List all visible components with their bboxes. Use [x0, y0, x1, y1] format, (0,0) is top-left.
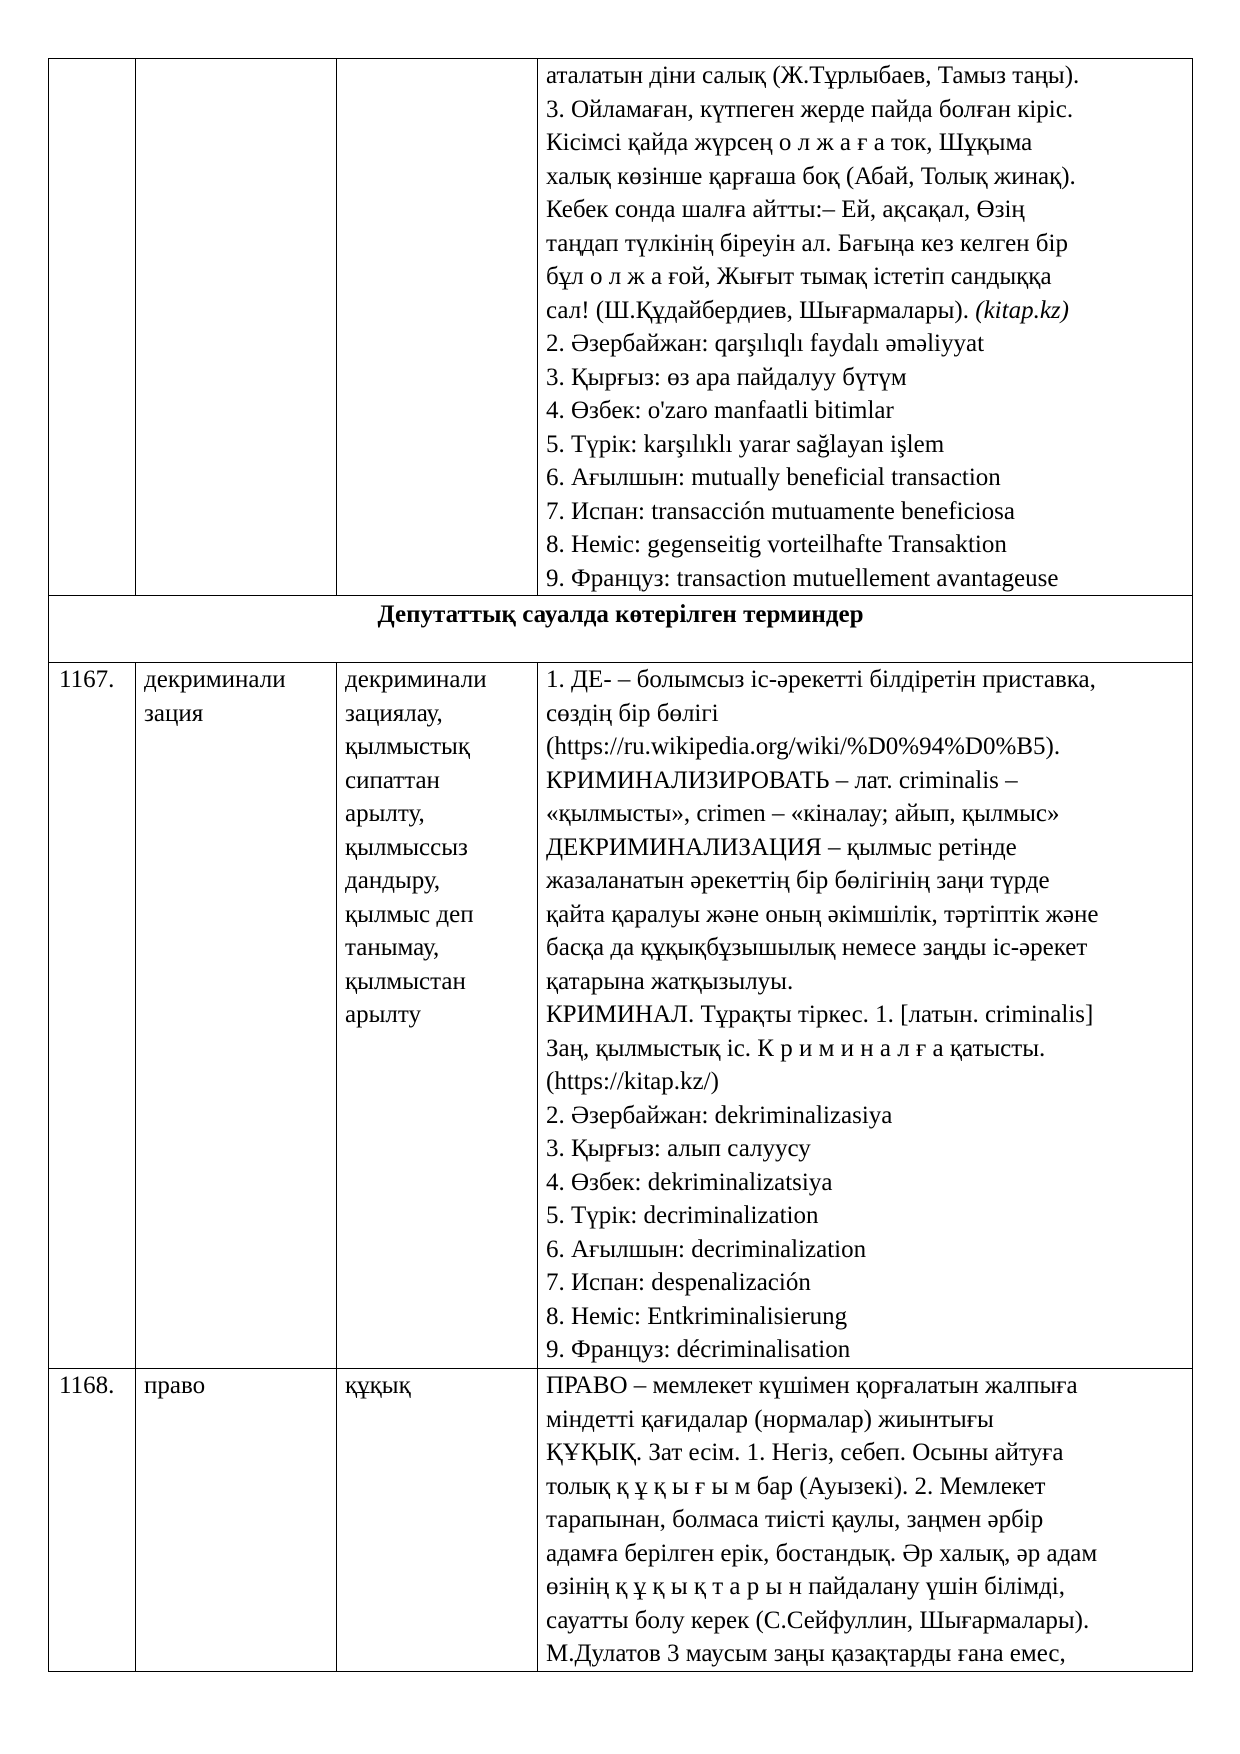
spaced-term: К р и м и н а л ғ а [757, 1034, 944, 1062]
definition-line: КРИМИНАЛ. Тұрақты тіркес. 1. [латын. criminalis] [546, 1001, 1094, 1028]
translation-line: 3. Қырғыз: өз ара пайдалуу бүтүм [546, 363, 907, 391]
kazakh-term-cell [337, 663, 538, 1369]
definition-line: өзінің қ ұ қ ы қ т а р ы н пайдалану үшін білімді, [546, 1573, 1065, 1600]
kazakh-term-line: декриминали [345, 666, 487, 693]
kazakh-term-line: арылту, [345, 800, 425, 827]
translation-line: 6. Ағылшын: mutually beneficial transaction [546, 464, 1001, 491]
translation-line: 6. Ағылшын: decriminalization [546, 1235, 867, 1263]
definition-cell [538, 1369, 1193, 1672]
definition-line: қатарына жатқызылуы. [546, 967, 794, 995]
kazakh-term-line: дандыру, [345, 867, 441, 894]
translation-line: 8. Неміс: Entkriminalisierung [546, 1302, 848, 1330]
russian-term-cell [136, 663, 337, 1369]
definition-line [546, 294, 1184, 328]
kazakh-term-line: арылту [345, 1001, 421, 1028]
translation-line: 5. Түрік: decriminalization [546, 1202, 819, 1229]
source-reference: (https://kitap.kz/) [546, 1068, 719, 1095]
definition-line: халық көзінше қарғаша боқ (Абай, Толық жинақ). [546, 162, 1076, 190]
definition-line: тарапынан, болмаса тиісті қаулы, заңмен әрбір [546, 1506, 1044, 1533]
definition-line: Кісімсі қайда жүрсең о л ж а ғ а ток, Шұқыма [546, 129, 1033, 156]
definition-line: ҚҰҚЫҚ. Зат есім. 1. Негіз, себеп. Осыны айтуға [546, 1439, 1064, 1466]
translation-line: 5. Түрік: karşılıklı yarar sağlayan işlem [546, 430, 945, 458]
russian-term: право [136, 1369, 337, 1672]
russian-term-line: зация [144, 699, 204, 727]
definition-line: сөздің бір бөлігі [546, 699, 719, 727]
translation-line: 2. Әзербайжан: qarşılıqlı faydalı əməliyyat [546, 330, 985, 357]
definition-line: аталатын діни салық (Ж.Тұрлыбаев, Тамыз таңы). [546, 62, 1080, 89]
definition-line: жазаланатын әрекеттің бір бөлігінің заңи түрде [546, 867, 1050, 894]
definition-text: Заң, қылмыстық іс. [546, 1034, 758, 1062]
section-header-row [49, 596, 1193, 663]
citation-text: сал! (Ш.Құдайбердиев, Шығармалары). [546, 296, 976, 324]
translation-line: 4. Өзбек: dekriminalizatsiya [546, 1168, 833, 1196]
definition-cell [538, 663, 1193, 1369]
translation-line: 8. Неміс: gegenseitig vorteilhafte Transaktion [546, 531, 1007, 558]
definition-line: 1. ДЕ- – болымсыз іс-әрекетті білдіретін приставка, [546, 666, 1096, 693]
entry-number: 1168. [49, 1369, 136, 1672]
definition-line: М.Дулатов 3 маусым заңы қазақтарды ғана емес, [546, 1640, 1066, 1667]
translation-line: 2. Әзербайжан: dekriminalizasiya [546, 1101, 893, 1129]
definition-line: ПРАВО – мемлекет күшімен қорғалатын жалпыға [546, 1372, 1078, 1399]
definition-line [546, 1032, 1184, 1066]
definition-line: Кебек сонда шалға айтты:– Ей, ақсақал, Өзің [546, 196, 1025, 223]
translation-line: 7. Испан: transacción mutuamente beneficiosa [546, 497, 1015, 525]
kazakh-term-line: қылмыс деп [345, 900, 474, 928]
kazakh-term-line: зациялау, [345, 699, 443, 727]
kazakh-term-line: танымау, [345, 934, 440, 961]
kazakh-term: құқық [337, 1369, 538, 1672]
translation-line: 9. Француз: transaction mutuellement avantageuse [546, 564, 1059, 592]
definition-line: КРИМИНАЛИЗИРОВАТЬ – лат. criminalis – [546, 766, 1018, 794]
kazakh-term-line: сипаттан [345, 766, 440, 794]
entry-number: 1167. [49, 663, 136, 1369]
russian-term-cell [136, 59, 337, 596]
dictionary-table [48, 58, 1193, 1672]
definition-line: міндетті қағидалар (нормалар) жиынтығы [546, 1405, 994, 1433]
source-reference: (kitap.kz) [975, 296, 1069, 324]
section-header: Депутаттық сауалда көтерілген терминдер [49, 596, 1193, 663]
definition-line: ДЕКРИМИНАЛИЗАЦИЯ – қылмыс ретінде [546, 833, 1017, 861]
entry-number-cell [49, 59, 136, 596]
kazakh-term-line: қылмыссыз [345, 833, 468, 861]
definition-line: «қылмысты», crimen – «кіналау; айып, қылмыс» [546, 800, 1060, 827]
definition-line: таңдап түлкінің біреуін ал. Бағыңа кез келген бір [546, 229, 1068, 257]
kazakh-term-line: қылмыстан [345, 967, 466, 995]
definition-line: сауатты болу керек (С.Сейфуллин, Шығармалары). [546, 1606, 1090, 1634]
definition-line: адамға берілген ерік, бостандық. Әр халық, әр адам [546, 1539, 1098, 1567]
kazakh-term-cell [337, 59, 538, 596]
definition-line: қайта қаралуы және оның әкімшілік, тәртіптік және [546, 900, 1099, 928]
definition-line: 3. Ойламаған, күтпеген жерде пайда болған кіріс. [546, 95, 1074, 123]
translation-line: 9. Француз: décriminalisation [546, 1336, 851, 1363]
table-row [49, 663, 1193, 1369]
table-row [49, 1369, 1193, 1672]
definition-line: толық қ ұ қ ы ғ ы м бар (Ауызекі). 2. Мемлекет [546, 1472, 1046, 1500]
table-row [49, 59, 1193, 596]
translation-line: 7. Испан: despenalización [546, 1269, 811, 1296]
kazakh-term-line: қылмыстық [345, 733, 470, 760]
definition-line: басқа да құқықбұзышылық немесе заңды іс-әрекет [546, 934, 1088, 961]
definition-line: (https://ru.wikipedia.org/wiki/%D0%94%D0%B5). [546, 733, 1061, 760]
translation-line: 3. Қырғыз: алып салуусу [546, 1135, 811, 1162]
definition-text: қатысты. [943, 1034, 1046, 1062]
definition-line: бұл о л ж а ғой, Жығыт тымақ істетіп сандыққа [546, 263, 1052, 290]
translation-line: 4. Өзбек: o'zaro manfaatli bitimlar [546, 397, 894, 424]
russian-term-line: декриминали [144, 666, 286, 693]
definition-cell [538, 59, 1193, 596]
